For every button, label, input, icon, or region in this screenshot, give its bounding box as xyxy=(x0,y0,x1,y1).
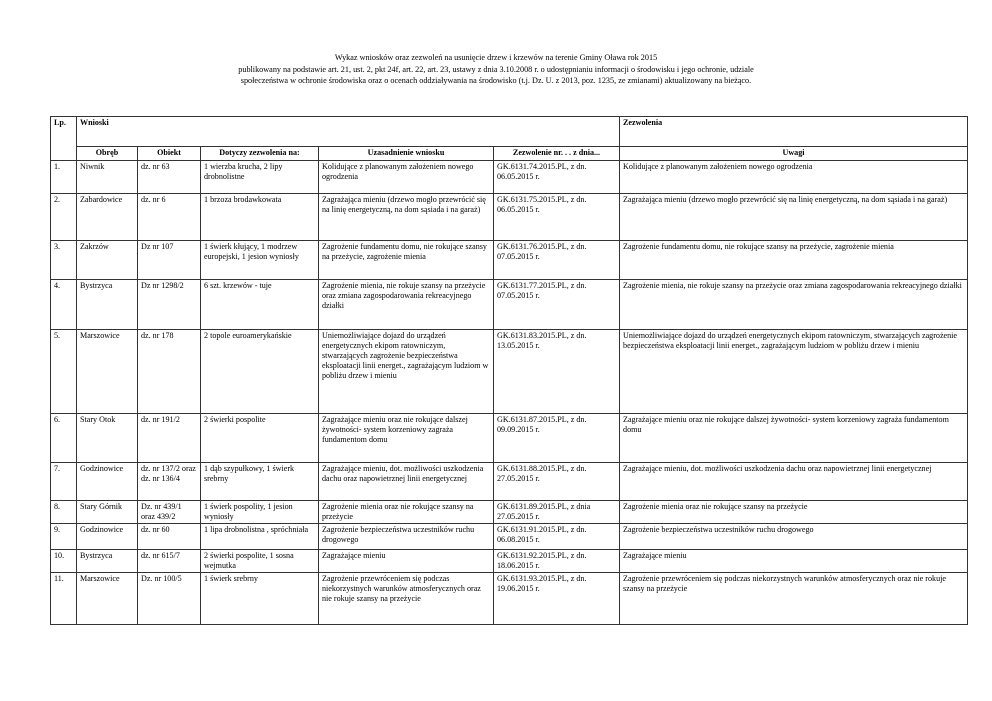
column-dotyczy: Dotyczy zezwolenia na: xyxy=(201,147,319,161)
row-uwagi: Zagrażające mieniu, dot. możliwości uszkodzenia dachu oraz napowietrznej linii energetycznej xyxy=(620,463,968,501)
header-legal-line-1: publikowany na podstawie art. 21, ust. 2, pkt 24f, art. 22, art. 23, ustawy z dnia 3.10.2008 r. o udostępnianiu informacji o środowisku i jego ochronie, udziale xyxy=(238,64,754,74)
row-zezwolenie: GK.6131.92.2015.PL, z dn. 18.06.2015 r. xyxy=(494,550,620,573)
row-dotyczy: 1 dąb szypułkowy, 1 świerk srebrny xyxy=(201,463,319,501)
table-group-header xyxy=(51,117,968,147)
row-zezwolenie: GK.6131.77.2015.PL, z dn. 07.05.2015 r. xyxy=(494,280,620,330)
row-uwagi: Zagrażające mieniu xyxy=(620,550,968,573)
row-lp: 7. xyxy=(51,463,77,501)
column-lp: Lp. xyxy=(51,117,77,161)
row-zezwolenie: GK.6131.83.2015.PL, z dn. 13.05.2015 r. xyxy=(494,330,620,414)
row-dotyczy: 2 świerki pospolite, 1 sosna wejmutka xyxy=(201,550,319,573)
header-title-line: Wykaz wniosków oraz zezwoleń na usunięcie drzew i krzewów na terenie Gminy Oława rok 2015 xyxy=(334,53,658,62)
row-dotyczy: 1 lipa drobnolistna , spróchniała xyxy=(201,524,319,550)
row-obreb: Marszowice xyxy=(77,330,138,414)
table-column-header xyxy=(51,147,968,161)
row-lp: 3. xyxy=(51,241,77,280)
row-lp: 5. xyxy=(51,330,77,414)
row-obiekt: Dz nr 1298/2 xyxy=(138,280,201,330)
row-uzasadnienie: Kolidujące z planowanym założeniem nowego ogrodzenia xyxy=(319,161,494,194)
table-row xyxy=(51,280,968,330)
row-uwagi: Zagrożenie bezpieczeństwa uczestników ruchu drogowego xyxy=(620,524,968,550)
row-zezwolenie: GK.6131.75.2015.PL, z dn. 06.05.2015 r. xyxy=(494,194,620,241)
row-uwagi: Kolidujące z planowanym założeniem nowego ogrodzenia xyxy=(620,161,968,194)
row-uzasadnienie: Zagrożenie mienia, nie rokuje szansy na przeżycie oraz zmiana zagospodarowania rekreacyjnego działki xyxy=(319,280,494,330)
row-obiekt: dz. nr 191/2 xyxy=(138,414,201,463)
document-header xyxy=(0,52,992,87)
column-uwagi: Uwagi xyxy=(620,147,968,161)
row-zezwolenie: GK.6131.89.2015.PL, z dnia 27.05.2015 r. xyxy=(494,501,620,524)
table-row xyxy=(51,330,968,414)
row-obreb: Niwnik xyxy=(77,161,138,194)
row-obiekt: dz. nr 60 xyxy=(138,524,201,550)
row-dotyczy: 6 szt. krzewów - tuje xyxy=(201,280,319,330)
row-uwagi: Zagrażające mieniu oraz nie rokujące dalszej żywotności- system korzeniowy zagraża fundamentom domu xyxy=(620,414,968,463)
row-obiekt: dz. nr 178 xyxy=(138,330,201,414)
row-uwagi: Zagrożenie mienia, nie rokuje szansy na przeżycie oraz zmiana zagospodarowania rekreacyjnego działki xyxy=(620,280,968,330)
row-uzasadnienie: Zagrażające mieniu xyxy=(319,550,494,573)
row-zezwolenie: GK.6131.74.2015.PL, z dn. 06.05.2015 r. xyxy=(494,161,620,194)
row-lp: 6. xyxy=(51,414,77,463)
header-legal-line-2: społeczeństwa w ochronie środowiska oraz o ocenach oddziaływania na środowisko (t.j. Dz. U. z 2013, poz. 1235, ze zmianami) aktualizowany na bieżąco. xyxy=(240,76,752,85)
column-obiekt: Obiekt xyxy=(138,147,201,161)
row-uzasadnienie: Zagrażające mieniu oraz nie rokujące dalszej żywotności- system korzeniowy zagraża fundamentom domu xyxy=(319,414,494,463)
row-obreb: Stary Otok xyxy=(77,414,138,463)
table-row xyxy=(51,573,968,625)
table-row xyxy=(51,161,968,194)
row-dotyczy: 1 świerk pospolity, 1 jesion wyniosły xyxy=(201,501,319,524)
row-uzasadnienie: Zagrożenie fundamentu domu, nie rokujące szansy na przeżycie, zagrożenie mienia xyxy=(319,241,494,280)
row-dotyczy: 1 wierzba krucha, 2 lipy drobnolistne xyxy=(201,161,319,194)
row-obreb: Godzinowice xyxy=(77,463,138,501)
row-lp: 4. xyxy=(51,280,77,330)
row-dotyczy: 1 świerk kłujący, 1 modrzew europejski, 1 jesion wyniosły xyxy=(201,241,319,280)
row-uwagi: Zagrożenie przewróceniem się podczas niekorzystnych warunków atmosferycznych oraz nie rokuje szansy na przeżycie xyxy=(620,573,968,625)
row-uzasadnienie: Uniemożliwiające dojazd do urządzeń energetycznych ekipom ratowniczym, stwarzających zagrożenie bezpieczeństwa eksploatacji linii energet., zagrażającym ludziom w pobliżu drzew i mieniu xyxy=(319,330,494,414)
row-zezwolenie: GK.6131.91.2015.PL, z dn. 06.08.2015 r. xyxy=(494,524,620,550)
row-obreb: Marszowice xyxy=(77,573,138,625)
table-row xyxy=(51,414,968,463)
table-row xyxy=(51,241,968,280)
row-lp: 8. xyxy=(51,501,77,524)
row-obiekt: dz. nr 137/2 oraz dz. nr 136/4 xyxy=(138,463,201,501)
row-zezwolenie: GK.6131.87.2015.PL, z dn. 09.09.2015 r. xyxy=(494,414,620,463)
column-zezwolenie: Zezwolenie nr. . . z dnia... xyxy=(494,147,620,161)
row-obreb: Zakrzów xyxy=(77,241,138,280)
column-uzasadnienie: Uzasadnienie wniosku xyxy=(319,147,494,161)
row-dotyczy: 1 świerk srebrny xyxy=(201,573,319,625)
table-row xyxy=(51,550,968,573)
row-dotyczy: 2 topole euroamerykańskie xyxy=(201,330,319,414)
row-obreb: Bystrzyca xyxy=(77,550,138,573)
table-row xyxy=(51,501,968,524)
permits-table xyxy=(50,116,968,625)
row-obiekt: dz. nr 63 xyxy=(138,161,201,194)
row-lp: 10. xyxy=(51,550,77,573)
row-uwagi: Zagrożenie fundamentu domu, nie rokujące szansy na przeżycie, zagrożenie mienia xyxy=(620,241,968,280)
row-obreb: Zabardowice xyxy=(77,194,138,241)
row-obiekt: Dz. nr 439/1 oraz 439/2 xyxy=(138,501,201,524)
row-obreb: Stary Górnik xyxy=(77,501,138,524)
row-lp: 9. xyxy=(51,524,77,550)
row-uzasadnienie: Zagrożenie bezpieczeństwa uczestników ruchu drogowego xyxy=(319,524,494,550)
row-dotyczy: 1 brzoza brodawkowata xyxy=(201,194,319,241)
group-zezwolenia: Zezwolenia xyxy=(620,117,968,147)
row-zezwolenie: GK.6131.88.2015.PL, z dn. 27.05.2015 r. xyxy=(494,463,620,501)
row-obreb: Bystrzyca xyxy=(77,280,138,330)
row-uwagi: Uniemożliwiające dojazd do urządzeń energetycznych ekipom ratowniczym, stwarzających zagrożenie bezpieczeństwa eksploatacji linii energet., zagrażającym ludziom w pobliżu drzew i mieniu xyxy=(620,330,968,414)
row-lp: 2. xyxy=(51,194,77,241)
row-lp: 1. xyxy=(51,161,77,194)
row-zezwolenie: GK.6131.93.2015.PL, z dn. 19.06.2015 r. xyxy=(494,573,620,625)
row-obreb: Godzinowice xyxy=(77,524,138,550)
row-obiekt: dz. nr 6 xyxy=(138,194,201,241)
row-zezwolenie: GK.6131.76.2015.PL, z dn. 07.05.2015 r. xyxy=(494,241,620,280)
table-row xyxy=(51,463,968,501)
row-uzasadnienie: Zagrażająca mieniu (drzewo mogło przewrócić się na linię energetyczną, na dom sąsiada i na garaż) xyxy=(319,194,494,241)
row-uwagi: Zagrożenie mienia oraz nie rokujące szansy na przeżycie xyxy=(620,501,968,524)
column-obreb: Obręb xyxy=(77,147,138,161)
row-lp: 11. xyxy=(51,573,77,625)
row-uzasadnienie: Zagrożenie mienia oraz nie rokujące szansy na przeżycie xyxy=(319,501,494,524)
row-obiekt: Dz nr 107 xyxy=(138,241,201,280)
row-uzasadnienie: Zagrożenie przewróceniem się podczas niekorzystnych warunków atmosferycznych oraz nie rokuje szansy na przeżycie xyxy=(319,573,494,625)
group-wnioski: Wnioski xyxy=(77,117,620,147)
row-uwagi: Zagrażająca mieniu (drzewo mogło przewrócić się na linię energetyczną, na dom sąsiada i na garaż) xyxy=(620,194,968,241)
row-obiekt: dz. nr 615/7 xyxy=(138,550,201,573)
table-row xyxy=(51,194,968,241)
row-dotyczy: 2 świerki pospolite xyxy=(201,414,319,463)
row-obiekt: Dz. nr 100/5 xyxy=(138,573,201,625)
row-uzasadnienie: Zagrażające mieniu, dot. możliwości uszkodzenia dachu oraz napowietrznej linii energetycznej xyxy=(319,463,494,501)
table-row xyxy=(51,524,968,550)
